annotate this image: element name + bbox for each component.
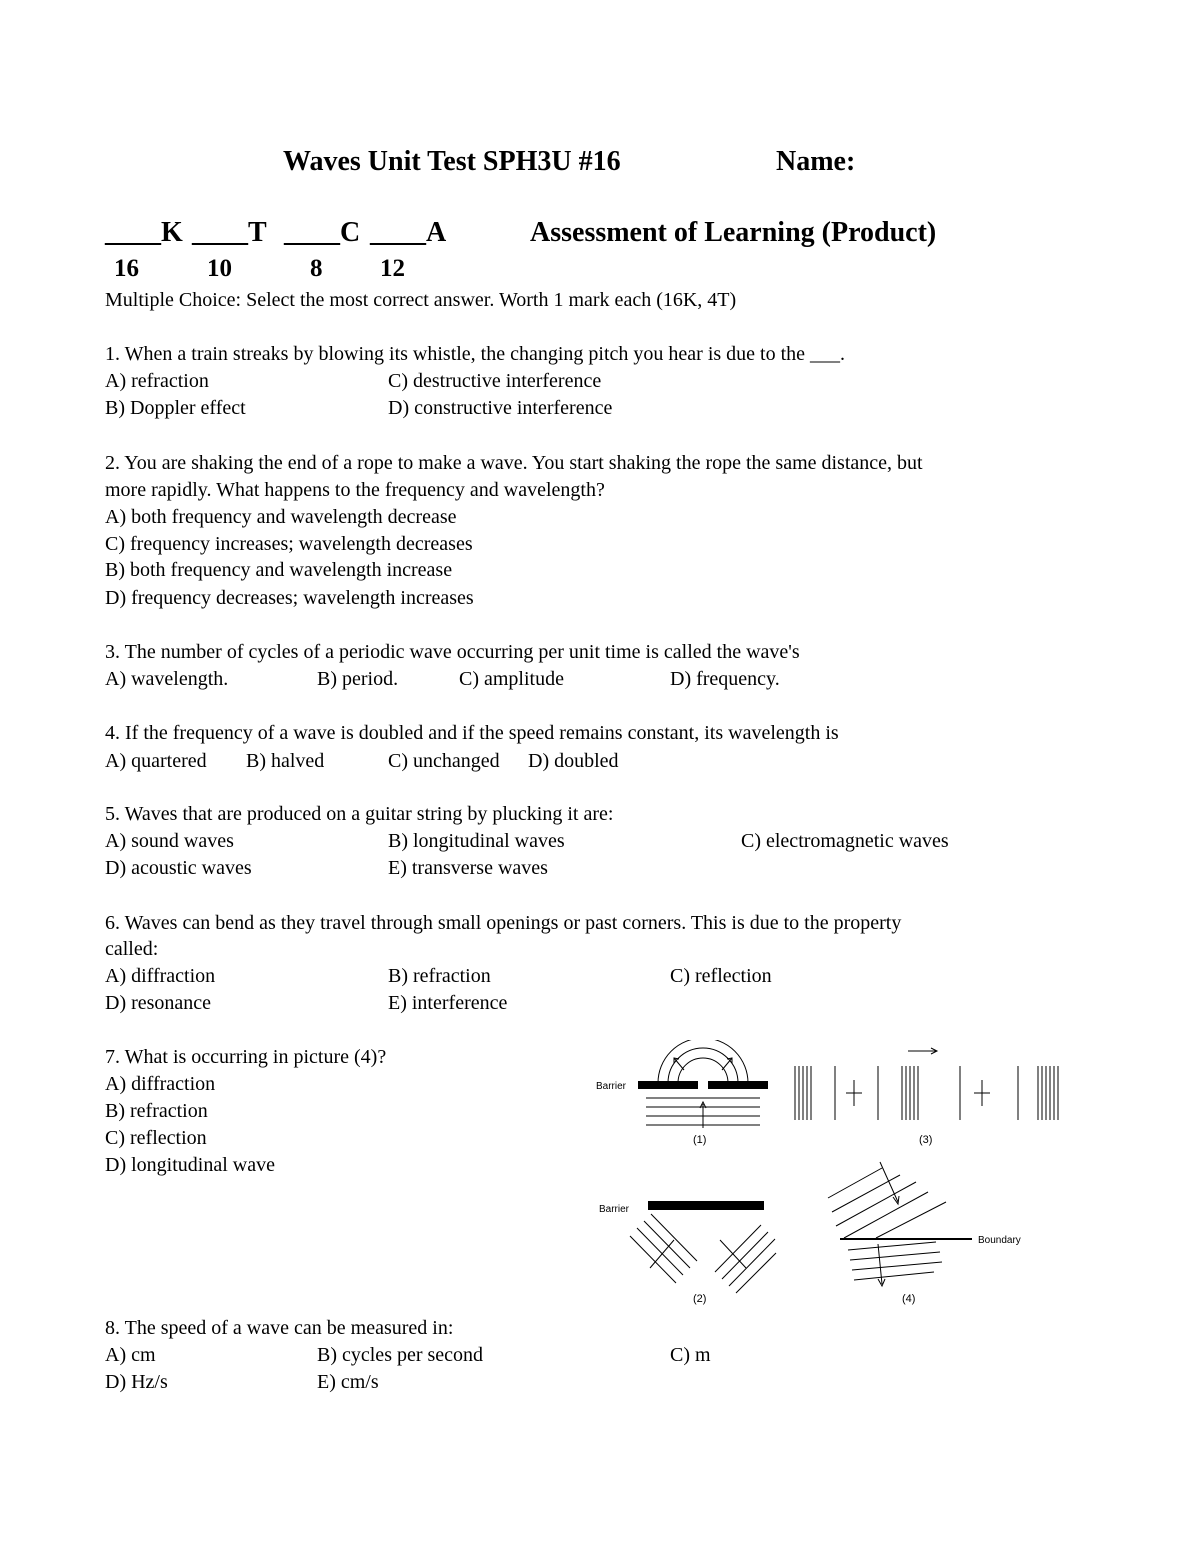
question-3: 3. The number of cycles of a periodic wave occurring per unit time is called the wave's [105, 641, 800, 663]
q7-option-c: C) reflection [105, 1127, 207, 1149]
caption-3: (3) [919, 1134, 933, 1146]
question-2-line-2: more rapidly. What happens to the frequency and wavelength? [105, 479, 605, 501]
q5-option-a: A) sound waves [105, 830, 234, 852]
q8-option-d: D) Hz/s [105, 1371, 168, 1393]
category-t: ____T [192, 217, 267, 248]
marks-c: 8 [310, 255, 323, 282]
q7-option-b: B) refraction [105, 1100, 208, 1122]
instructions: Multiple Choice: Select the most correct answer. Worth 1 mark each (16K, 4T) [105, 289, 737, 311]
q5-option-e: E) transverse waves [388, 857, 548, 879]
question-8: 8. The speed of a wave can be measured in: [105, 1317, 454, 1339]
q2-option-d: D) frequency decreases; wavelength increases [105, 587, 474, 609]
q4-option-d: D) doubled [528, 750, 619, 772]
q6-option-d: D) resonance [105, 992, 212, 1014]
q8-option-a: A) cm [105, 1344, 156, 1366]
category-a: ____A [370, 217, 447, 248]
q2-option-b: B) both frequency and wavelength increase [105, 559, 453, 581]
question-6-line-2: called: [105, 938, 159, 960]
q2-option-c: C) frequency increases; wavelength decreases [105, 533, 473, 555]
q1-option-c: C) destructive interference [388, 370, 602, 392]
category-k: ____K [105, 217, 183, 248]
q6-option-e: E) interference [388, 992, 508, 1014]
marks-a: 12 [380, 255, 405, 282]
picture-1 [596, 1040, 768, 1146]
q4-option-b: B) halved [246, 750, 325, 772]
question-7: 7. What is occurring in picture (4)? [105, 1046, 387, 1068]
category-c: ____C [284, 217, 361, 248]
q1-option-a: A) refraction [105, 370, 209, 392]
q6-option-c: C) reflection [670, 965, 772, 987]
q7-option-a: A) diffraction [105, 1073, 216, 1095]
q2-option-a: A) both frequency and wavelength decrease [105, 506, 457, 528]
q6-option-a: A) diffraction [105, 965, 216, 987]
barrier-label-2: Barrier [599, 1204, 630, 1215]
q5-option-c: C) electromagnetic waves [741, 830, 949, 852]
q3-option-d: D) frequency. [670, 668, 780, 690]
q5-option-d: D) acoustic waves [105, 857, 252, 879]
marks-k: 16 [114, 255, 139, 282]
question-1: 1. When a train streaks by blowing its whistle, the changing pitch you hear is due to the ___. [105, 343, 846, 365]
question-5: 5. Waves that are produced on a guitar string by plucking it are: [105, 803, 614, 825]
picture-3 [795, 1048, 1058, 1146]
question-2-line-1: 2. You are shaking the end of a rope to make a wave. You start shaking the rope the same distance, but [105, 452, 923, 474]
wave-figure [590, 1040, 1070, 1310]
question-4: 4. If the frequency of a wave is doubled and if the speed remains constant, its wavelength is [105, 722, 839, 744]
barrier-label-1: Barrier [596, 1081, 627, 1092]
q8-option-c: C) m [670, 1344, 711, 1366]
q8-option-e: E) cm/s [317, 1371, 379, 1393]
q7-option-d: D) longitudinal wave [105, 1154, 275, 1176]
picture-4 [828, 1162, 1021, 1305]
caption-4: (4) [902, 1293, 916, 1305]
q1-option-b: B) Doppler effect [105, 397, 246, 419]
assessment-label: Assessment of Learning (Product) [530, 217, 937, 248]
boundary-label: Boundary [978, 1235, 1021, 1246]
marks-t: 10 [207, 255, 232, 282]
q8-option-b: B) cycles per second [317, 1344, 484, 1366]
page-title: Waves Unit Test SPH3U #16 [283, 146, 621, 177]
caption-1: (1) [693, 1134, 707, 1146]
q5-option-b: B) longitudinal waves [388, 830, 565, 852]
q4-option-c: C) unchanged [388, 750, 500, 772]
q3-option-a: A) wavelength. [105, 668, 229, 690]
q3-option-b: B) period. [317, 668, 399, 690]
question-6-line-1: 6. Waves can bend as they travel through small openings or past corners. This is due to the property [105, 912, 902, 934]
picture-2 [599, 1201, 776, 1305]
q4-option-a: A) quartered [105, 750, 207, 772]
caption-2: (2) [693, 1293, 707, 1305]
name-label: Name: [776, 146, 856, 177]
q6-option-b: B) refraction [388, 965, 491, 987]
q3-option-c: C) amplitude [459, 668, 564, 690]
q1-option-d: D) constructive interference [388, 397, 613, 419]
